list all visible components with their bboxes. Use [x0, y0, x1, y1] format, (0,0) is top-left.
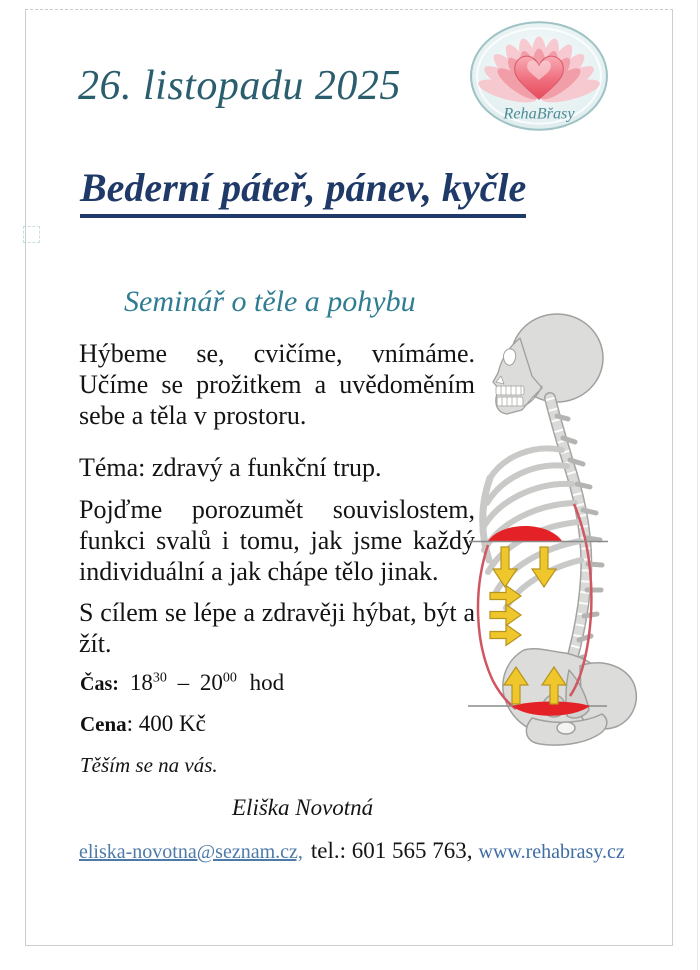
price-value: : 400 Kč [126, 711, 206, 736]
body-paragraph-2: Téma: zdravý a funkční trup. [79, 453, 382, 482]
right-arrow-icon [490, 605, 521, 626]
body-paragraph-1: Hýbeme se, cvičíme, vnímáme. Učíme se prožitkem a uvědoměním sebe a těla v prostoru. [79, 339, 475, 430]
time-row [80, 670, 284, 696]
right-arrow-icon [490, 625, 521, 646]
page-title-text: Bederní páteř, pánev, kyčle [80, 164, 526, 218]
body-paragraph-3: Pojďme porozumět souvislostem, funkci svalů i tomu, jak jsme každý individuální a jak chápe tělo jinak. [79, 495, 475, 586]
email-link[interactable]: eliska-novotna@seznam.cz, [79, 841, 303, 863]
pelvis [503, 649, 636, 745]
eye-socket [503, 349, 515, 365]
time-dash: – [177, 670, 190, 695]
body-paragraph-4: S cílem se lépe a zdravěji hýbat, být a žít. [79, 598, 475, 658]
time-start-sup: 30 [152, 670, 167, 686]
phone-number: tel.: 601 565 763, [310, 838, 473, 863]
website-link[interactable]: www.rehabrasy.cz [478, 841, 625, 863]
skeleton-illustration [462, 298, 677, 748]
rehabrasy-logo [468, 20, 610, 132]
logo-brand-text: RehaBřasy [503, 104, 575, 123]
page-title [80, 164, 526, 218]
lower-teeth [497, 397, 523, 406]
price-row [80, 711, 206, 737]
time-end: 20 [199, 670, 223, 695]
time-start: 18 [129, 670, 153, 695]
upper-teeth [496, 386, 524, 395]
contact-row [79, 838, 625, 864]
scan-edge-line [697, 0, 698, 970]
event-date: 26. listopadu 2025 [78, 63, 401, 109]
time-end-sup: 00 [222, 670, 237, 686]
time-unit: hod [249, 670, 285, 695]
closing-note: Těším se na vás. [80, 753, 218, 777]
page-subtitle: Seminář o těle a pohybu [124, 285, 416, 318]
logo-graphic [468, 20, 610, 132]
price-label: Cena [80, 712, 127, 736]
time-value [130, 670, 284, 695]
time-label: Čas: [80, 673, 119, 695]
signature-name: Eliška Novotná [232, 795, 374, 820]
dashed-selection-marker [23, 226, 40, 243]
